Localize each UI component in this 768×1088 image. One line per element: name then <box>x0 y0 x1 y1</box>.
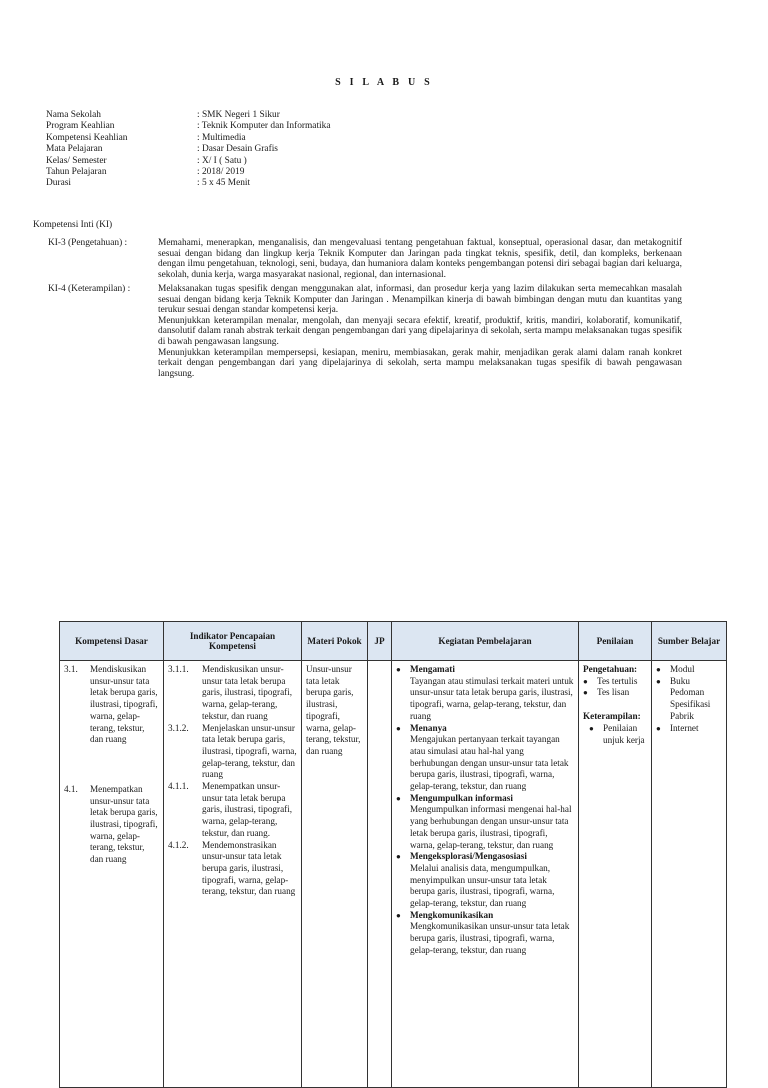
sumber-item <box>656 664 722 676</box>
ki4-paragraph-1: Melaksanakan tugas spesifik dengan menggunakan alat, informasi, dan prosedur kerja yang lazim dilakukan serta memecahkan masalah sesuai dengan bidang kerja Teknik Komputer dan Jaringan . Menampilkan kinerja di bawah bimbingan dengan mutu dan kuantitas yang terukur sesuai dengan standar kompetensi kerja. <box>158 284 682 316</box>
identity-row <box>46 133 331 144</box>
indikator-number: 4.1.2. <box>168 839 189 850</box>
kegiatan-title: Menanya <box>410 722 447 733</box>
sumber-item <box>656 723 722 735</box>
ki3-label: KI-3 (Pengetahuan) : <box>48 238 128 248</box>
kegiatan-body: Melalui analisis data, mengumpulkan, menyimpulkan unsur-unsur tata letak berupa garis, ilustrasi, tipografi, warna, gelap-terang, tekstur, dan ruang <box>410 862 555 909</box>
kd-item <box>64 784 159 866</box>
kd-cell <box>60 661 164 1088</box>
penilaian-pengetahuan-list <box>583 676 647 699</box>
ki3-text <box>158 238 682 280</box>
identity-row <box>46 144 331 155</box>
kegiatan-title: Mengkomunikasikan <box>410 909 494 920</box>
ki3-paragraph: Memahami, menerapkan, menganalisis, dan mengevaluasi tentang pengetahuan faktual, konseptual, operasional dasar, dan metakognitif sesuai dengan bidang dan lingkup kerja Teknik Komputer dan Jaringan pada tingkat teknis, spesifik, detil, dan kompleks, berkenaan dengan ilmu pengetahuan, teknologi, seni, budaya, dan humaniora dalam konteks pengembangan potensi diri sebagai bagian dari keluarga, sekolah, dunia kerja, warga masyarakat nasional, regional, dan internasional. <box>158 238 682 280</box>
kegiatan-item <box>396 664 574 723</box>
identity-key: Tahun Pelajaran <box>46 167 107 178</box>
penilaian-item <box>583 676 647 688</box>
penilaian-cell <box>579 661 652 1088</box>
bullet-icon: ● <box>396 723 401 733</box>
bullet-icon: ● <box>589 723 594 733</box>
kegiatan-cell <box>392 661 579 1088</box>
kegiatan-body: Tayangan atau stimulasi terkait materi untuk unsur-unsur tata letak berupa garis, ilustrasi, tipografi, warna, gelap-terang, tekstur, dan ruang <box>410 675 574 721</box>
penilaian-item <box>589 723 647 746</box>
ki4-text <box>158 284 682 379</box>
identity-row <box>46 156 331 167</box>
identity-value: : 2018/ 2019 <box>197 167 245 178</box>
penilaian-item <box>583 687 647 699</box>
kegiatan-title: Mengumpulkan informasi <box>410 792 513 803</box>
kegiatan-title: Mengeksplorasi/Mengasosiasi <box>410 851 527 862</box>
indikator-number: 3.1.1. <box>168 664 189 674</box>
indikator-item <box>168 723 297 782</box>
header-sumber: Sumber Belajar <box>652 622 727 661</box>
header-indikator: Indikator Pencapaian Kompetensi <box>164 622 302 661</box>
jp-cell <box>368 661 392 1088</box>
ki4-paragraph-2: Menunjukkan keterampilan menalar, mengolah, dan menyaji secara efektif, kreatif, produktif, kritis, mandiri, kolaboratif, komunikatif, dansolutif dalam ranah abstrak terkait dengan pengembangan dari yang dipelajarinya di sekolah, serta mampu melaksanakan tugas spesifik di bawah pengawasan langsung. <box>158 315 682 347</box>
indikator-item <box>168 664 297 723</box>
identity-value: : Teknik Komputer dan Informatika <box>197 121 331 132</box>
bullet-icon: ● <box>583 676 588 686</box>
sumber-text: Modul <box>670 664 695 674</box>
penilaian-text: Tes tertulis <box>597 675 638 686</box>
indikator-text: Menjelaskan unsur-unsur tata letak berupa garis, ilustrasi, tipografi, warna, gelap-terang, tekstur, dan ruang <box>202 722 297 780</box>
ki-heading: Kompetensi Inti (KI) <box>33 220 113 230</box>
sumber-text: Internet <box>670 722 699 733</box>
identity-row <box>46 121 331 132</box>
indikator-number: 3.1.2. <box>168 722 189 733</box>
kd-item <box>64 664 159 746</box>
indikator-cell <box>164 661 302 1088</box>
kegiatan-body: Mengumpulkan informasi mengenai hal-hal yang berhubungan dengan unsur-unsur tata letak berupa garis, ilustrasi, tipografi, warna, gelap-terang, tekstur, dan ruang <box>410 804 572 850</box>
penilaian-keterampilan-list <box>583 723 647 746</box>
kd-list <box>64 664 159 866</box>
indikator-text: Menempatkan unsur-unsur tata letak berupa garis, ilustrasi, tipografi, warna, gelap-terang, tekstur, dan ruang. <box>202 781 293 838</box>
kd-text: Menempatkan unsur-unsur tata letak berupa garis, ilustrasi, tipografi, warna, gelap-terang, tekstur, dan ruang <box>90 783 158 865</box>
kegiatan-body: Mengajukan pertanyaan terkait tayangan atau simulasi atau hal-hal yang berhubungan dengan unsur-unsur tata letak berupa garis, ilustrasi, tipografi, warna, gelap-terang, tekstur, dan ruang <box>410 734 569 792</box>
identity-row <box>46 167 331 178</box>
ki4-label: KI-4 (Keterampilan) : <box>48 284 131 294</box>
indikator-number: 4.1.1. <box>168 781 189 792</box>
header-penilaian: Penilaian <box>579 622 652 661</box>
kegiatan-item <box>396 723 574 793</box>
header-jp: JP <box>368 622 392 661</box>
bullet-icon: ● <box>656 676 661 686</box>
kd-number: 4.1. <box>64 783 78 794</box>
bullet-icon: ● <box>396 910 401 920</box>
identity-value: : 5 x 45 Menit <box>197 178 251 189</box>
identity-key: Durasi <box>46 178 71 189</box>
penilaian-pengetahuan-label: Pengetahuan: <box>583 664 638 674</box>
identity-value: : Dasar Desain Grafis <box>197 144 278 155</box>
kegiatan-item <box>396 793 574 852</box>
indikator-item <box>168 781 297 840</box>
bullet-icon: ● <box>396 793 401 803</box>
syllabus-table <box>59 621 727 1088</box>
bullet-icon: ● <box>656 723 661 733</box>
kegiatan-list <box>396 664 574 957</box>
identity-row <box>46 178 331 189</box>
kegiatan-item <box>396 851 574 910</box>
materi-text: Unsur-unsur tata letak berupa garis, ilustrasi, tipografi, warna, gelap-terang, tekstur, dan ruang <box>306 664 361 756</box>
kd-number: 3.1. <box>64 664 78 674</box>
sumber-text: Buku Pedoman Spesifikasi Pabrik <box>670 675 711 721</box>
document-title: S I L A B U S <box>335 77 433 88</box>
sumber-cell <box>652 661 727 1088</box>
bullet-icon: ● <box>396 852 401 862</box>
identity-value: : SMK Negeri 1 Sikur <box>197 110 280 120</box>
indikator-text: Mendiskusikan unsur-unsur tata letak berupa garis, ilustrasi, tipografi, warna, gelap-terang, tekstur, dan ruang <box>202 664 293 721</box>
indikator-item <box>168 840 297 899</box>
penilaian-text: Tes lisan <box>597 687 630 698</box>
identity-key: Kompetensi Keahlian <box>46 132 128 143</box>
table-row <box>60 661 727 1088</box>
indikator-list <box>168 664 297 898</box>
kd-text: Mendiskusikan unsur-unsur tata letak berupa garis, ilustrasi, tipografi, warna, gelap-terang, tekstur, dan ruang <box>90 664 158 745</box>
identity-key: Program Keahlian <box>46 121 115 132</box>
indikator-text: Mendemonstrasikan unsur-unsur tata letak berupa garis, ilustrasi, tipografi, warna, gelap-terang, tekstur, dan ruang <box>202 839 296 897</box>
bullet-icon: ● <box>583 688 588 698</box>
identity-row <box>46 110 331 121</box>
identity-block <box>46 110 331 190</box>
header-materi-pokok: Materi Pokok <box>302 622 368 661</box>
table-header-row <box>60 622 727 661</box>
kegiatan-item <box>396 910 574 957</box>
identity-value: : Multimedia <box>197 132 246 143</box>
bullet-icon: ● <box>656 665 661 674</box>
identity-value: : X/ I ( Satu ) <box>197 155 247 166</box>
sumber-list <box>656 664 722 734</box>
ki4-paragraph-3: Menunjukkan keterampilan mempersepsi, kesiapan, meniru, membiasakan, gerak mahir, menjadikan gerak alami dalam ranah konkret terkait dengan pengembangan dari yang dipelajarinya di sekolah, serta mampu melaksanakan tugas spesifik di bawah pengawasan langsung. <box>158 347 682 379</box>
identity-key: Nama Sekolah <box>46 110 101 120</box>
penilaian-keterampilan-label: Keterampilan: <box>583 711 641 722</box>
identity-key: Mata Pelajaran <box>46 144 103 155</box>
bullet-icon: ● <box>396 665 401 674</box>
kegiatan-body: Mengkomunikasikan unsur-unsur tata letak berupa garis, ilustrasi, tipografi, warna, gelap-terang, tekstur, dan ruang <box>410 921 570 955</box>
identity-key: Kelas/ Semester <box>46 155 107 166</box>
kegiatan-title: Mengamati <box>410 664 455 674</box>
penilaian-text: Penilaian unjuk kerja <box>603 722 645 745</box>
header-kompetensi-dasar: Kompetensi Dasar <box>60 622 164 661</box>
materi-cell <box>302 661 368 1088</box>
header-kegiatan: Kegiatan Pembelajaran <box>392 622 579 661</box>
sumber-item <box>656 676 722 723</box>
